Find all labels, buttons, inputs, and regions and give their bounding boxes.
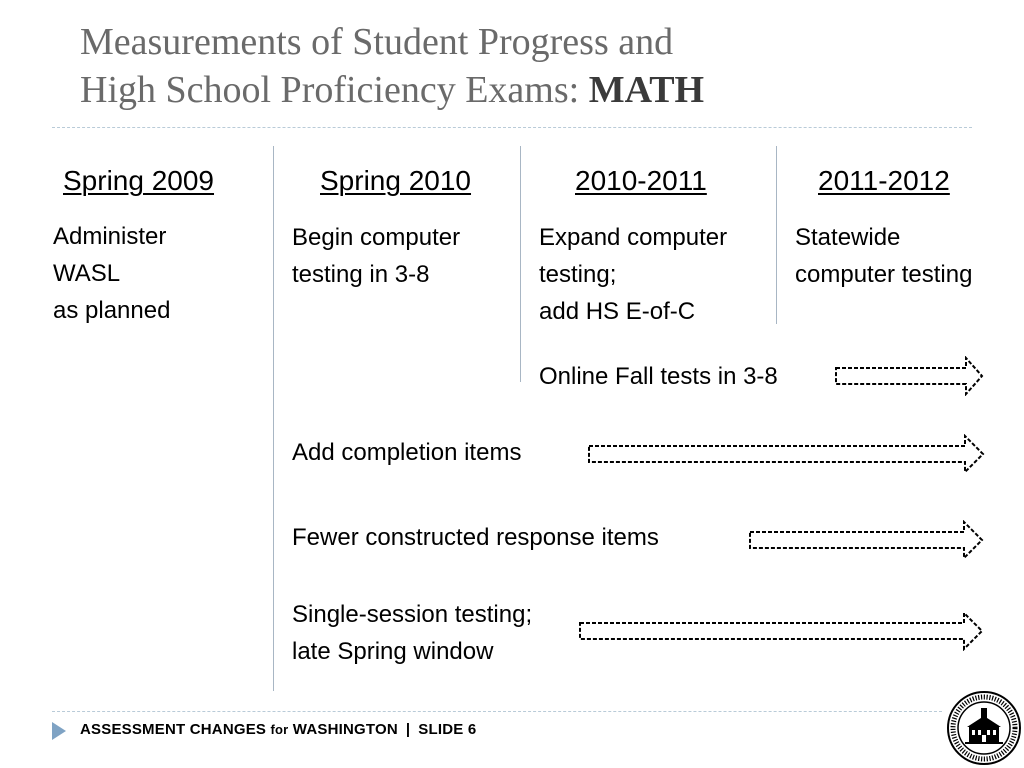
- column-header-2011-2012: 2011-2012: [818, 165, 950, 196]
- row-label-single-session-testing: [292, 596, 532, 670]
- row-label-online-fall-tests: [539, 358, 778, 395]
- title-subject: MATH: [588, 69, 705, 111]
- continuation-arrow-add-completion-items: [587, 434, 987, 474]
- column-header-spring-2009: Spring 2009: [63, 165, 215, 196]
- column-body-spring-2010: [292, 219, 460, 293]
- body-line: Administer: [53, 223, 167, 250]
- body-line: add HS E-of-C: [539, 298, 696, 325]
- footer-title-part-1: ASSESSMENT CHANGES: [80, 721, 271, 738]
- column-header-spring-2010: Spring 2010: [320, 165, 472, 196]
- ospi-seal-logo: [946, 690, 1022, 766]
- body-line: Statewide: [795, 224, 901, 251]
- slide-title: [80, 18, 704, 114]
- body-line: computer testing: [795, 261, 973, 288]
- footer-triangle-icon: [52, 722, 66, 740]
- row-label-line: Fewer constructed response items: [292, 524, 659, 551]
- slide-number: SLIDE 6: [418, 721, 477, 738]
- column-body-2011-2012: [795, 219, 972, 293]
- column-divider-3: [776, 146, 777, 324]
- footer-title-part-3: WASHINGTON: [288, 721, 398, 738]
- body-line: WASL: [53, 260, 121, 287]
- row-label-line: Single-session testing;: [292, 601, 533, 628]
- continuation-arrow-fewer-constructed-response: [748, 520, 986, 560]
- row-label-line: Add completion items: [292, 439, 522, 466]
- footer-divider: [52, 711, 942, 712]
- column-body-2010-2011: [539, 219, 727, 330]
- body-line: Begin computer: [292, 224, 461, 251]
- column-divider-2: [520, 146, 521, 382]
- row-label-line: Online Fall tests in 3-8: [539, 363, 778, 390]
- footer-text: [80, 721, 476, 738]
- row-label-fewer-constructed-response: [292, 519, 659, 556]
- footer-separator: |: [405, 721, 411, 738]
- title-line-1: Measurements of Student Progress and: [80, 21, 674, 63]
- column-header-2010-2011: 2010-2011: [575, 165, 707, 196]
- body-line: as planned: [53, 297, 171, 324]
- row-label-add-completion-items: [292, 434, 521, 471]
- column-divider-1: [273, 146, 274, 691]
- body-line: Expand computer: [539, 224, 728, 251]
- footer-title-part-2: for: [270, 722, 289, 737]
- title-divider: [52, 127, 972, 128]
- continuation-arrow-online-fall-tests: [834, 356, 986, 396]
- row-label-line: late Spring window: [292, 638, 494, 665]
- column-body-spring-2009: [53, 218, 170, 329]
- body-line: testing in 3-8: [292, 261, 430, 288]
- title-line-2: High School Proficiency Exams:: [80, 69, 589, 111]
- body-line: testing;: [539, 261, 617, 288]
- continuation-arrow-single-session-testing: [578, 611, 986, 651]
